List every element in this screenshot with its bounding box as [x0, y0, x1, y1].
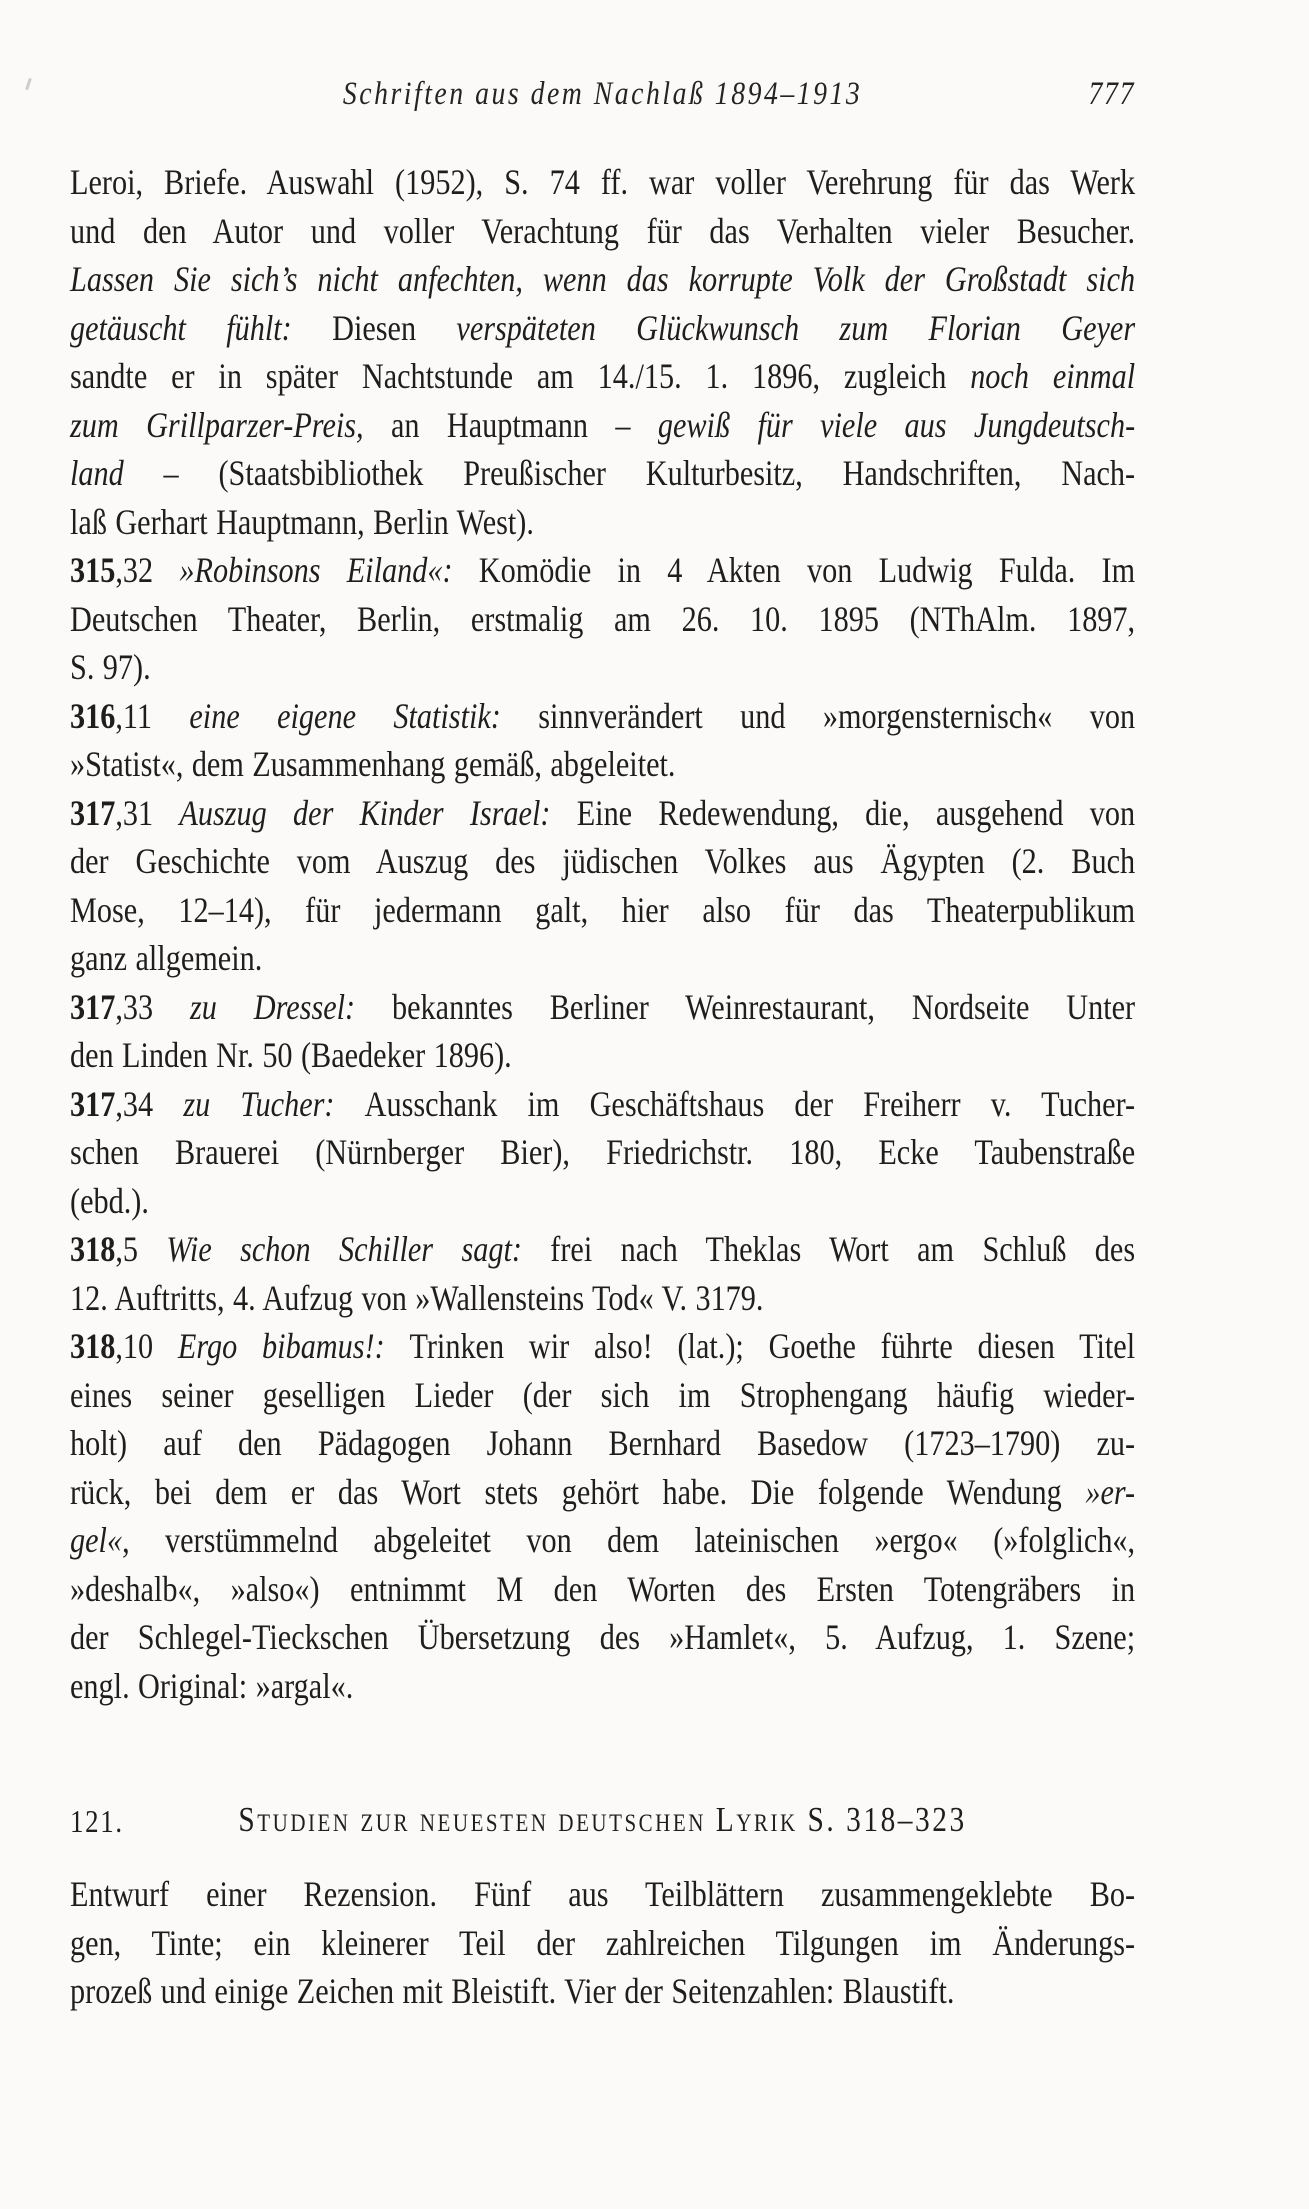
- text-line: [70, 1919, 1135, 1968]
- text-segment: eine eigene Statistik:: [189, 695, 539, 736]
- text-line: [70, 643, 1135, 692]
- text-segment: Ergo bibamus!:: [177, 1326, 410, 1366]
- text-line: [70, 207, 1135, 256]
- text-segment: »deshalb«, »also«) entnimmt M den Worten des Ersten Totengräbers in: [70, 1568, 1136, 1609]
- text-line: [70, 1031, 1135, 1080]
- text-segment: Trinken wir also! (lat.); Goethe führte diesen Titel: [409, 1326, 1136, 1366]
- text-line: [70, 789, 1135, 838]
- text-segment: S. 97).: [70, 647, 151, 687]
- text-segment: engl. Original: »argal«.: [70, 1665, 354, 1706]
- text-segment: 12. Auftritts, 4. Aufzug von »Wallensteins Tod« V. 3179.: [70, 1277, 764, 1318]
- text-segment: 318: [70, 1326, 116, 1366]
- text-line: [70, 1967, 1135, 2016]
- text-segment: Eine Redewendung, die, ausgehend von: [576, 792, 1136, 833]
- text-segment: Deutschen Theater, Berlin, erstmalig am 26. 10. 1895 (NThAlm. 1897,: [70, 598, 1136, 639]
- text-line: [70, 934, 1135, 983]
- text-line: [70, 401, 1135, 450]
- text-line: [70, 837, 1135, 886]
- text-segment: gewiß für viele aus Jungdeutsch-: [657, 404, 1136, 445]
- text-segment: »Statist«, dem Zusammenhang gemäß, abgeleitet.: [70, 744, 676, 784]
- page-number: 777: [1088, 76, 1136, 112]
- text-segment: zum Grillparzer-Preis,: [70, 404, 391, 445]
- text-segment: schen Brauerei (Nürnberger Bier), Friedrichstr. 180, Ecke Taubenstraße: [70, 1132, 1136, 1172]
- text-segment: land –: [70, 453, 219, 493]
- paragraph: [70, 546, 1135, 692]
- text-segment: Ausschank im Geschäftshaus der Freiherr v. Tucher-: [364, 1083, 1136, 1124]
- section-number: 121.: [70, 1803, 124, 1839]
- text-segment: gen, Tinte; ein kleinerer Teil der zahlreichen Tilgungen im Änderungs-: [70, 1922, 1136, 1963]
- text-segment: , verstümmelnd abgeleitet von dem lateinischen »ergo« (»folglich«,: [122, 1520, 1136, 1560]
- text-segment: 317: [70, 792, 116, 833]
- text-line: [70, 595, 1135, 644]
- text-line: [70, 1662, 1135, 1711]
- text-segment: holt) auf den Pädagogen Johann Bernhard Basedow (1723–1790) zu-: [70, 1423, 1136, 1463]
- text-segment: Auszug der Kinder Israel:: [179, 792, 577, 833]
- section-heading: [70, 1795, 1135, 1845]
- text-line: [70, 740, 1135, 789]
- paragraph: [70, 1225, 1135, 1322]
- text-line: [70, 304, 1135, 353]
- text-line: [70, 886, 1135, 935]
- text-segment: prozeß und einige Zeichen mit Bleistift. Vier der Seitenzahlen: Blaustift.: [70, 1971, 955, 2011]
- text-segment: »Robinsons Eiland«:: [179, 550, 479, 590]
- text-line: [70, 1322, 1135, 1371]
- text-line: [70, 1516, 1135, 1565]
- text-segment: 316: [70, 695, 116, 736]
- paragraph: [70, 1080, 1135, 1226]
- text-segment: ganz allgemein.: [70, 938, 263, 978]
- text-line: [70, 1565, 1135, 1614]
- text-segment: Lassen Sie sich’s nicht anfechten, wenn das korrupte Volk der Großstadt sich: [70, 259, 1136, 299]
- text-segment: laß Gerhart Hauptmann, Berlin West).: [70, 501, 534, 542]
- paragraph: [70, 158, 1135, 546]
- text-segment: frei nach Theklas Wort am Schluß des: [550, 1229, 1136, 1269]
- text-segment: und den Autor und voller Verachtung für das Verhalten vieler Besucher.: [70, 210, 1136, 251]
- text-line: [70, 1419, 1135, 1468]
- scan-artifact: [25, 78, 32, 90]
- text-segment: Komödie in 4 Akten von Ludwig Fulda. Im: [478, 550, 1136, 590]
- text-segment: bekanntes Berliner Weinrestaurant, Nordseite Unter: [391, 986, 1136, 1027]
- text-segment: 315: [70, 550, 116, 590]
- text-segment: Mose, 12–14), für jedermann galt, hier also für das Theaterpublikum: [70, 889, 1136, 930]
- text-line: [70, 983, 1135, 1032]
- paragraph: [70, 692, 1135, 789]
- text-segment: eines seiner geselligen Lieder (der sich im Strophengang häufig wieder-: [70, 1374, 1136, 1415]
- text-segment: getäuscht fühlt:: [70, 307, 333, 348]
- text-segment: noch einmal: [970, 356, 1136, 396]
- text-segment: Leroi, Briefe. Auswahl (1952), S. 74 ff. war voller Verehrung für das Werk: [70, 162, 1136, 202]
- text-segment: 317: [70, 986, 116, 1027]
- text-line: [70, 352, 1135, 401]
- body-paragraphs: [70, 158, 1135, 1710]
- text-segment: zu Tucher:: [183, 1083, 365, 1124]
- text-line: [70, 1870, 1135, 1919]
- text-line: [70, 692, 1135, 741]
- text-segment: ,31: [115, 792, 180, 833]
- text-segment: (ebd.).: [70, 1180, 149, 1221]
- text-segment: Entwurf einer Rezension. Fünf aus Teilblättern zusammengeklebte Bo-: [70, 1874, 1136, 1914]
- text-line: [70, 1177, 1135, 1226]
- text-segment: gel«: [70, 1520, 123, 1560]
- text-segment: 317: [70, 1083, 116, 1124]
- text-column: [70, 0, 1135, 2016]
- section-paragraphs: [70, 1870, 1135, 2016]
- text-line: [70, 449, 1135, 498]
- text-line: [70, 1274, 1135, 1323]
- text-segment: sinnverändert und »morgensternisch« von: [538, 695, 1136, 736]
- text-segment: 318: [70, 1229, 116, 1269]
- text-line: [70, 498, 1135, 547]
- text-segment: »er-: [1085, 1471, 1136, 1512]
- text-line: [70, 1128, 1135, 1177]
- text-segment: Wie schon Schiller sagt:: [166, 1229, 551, 1269]
- header-title: Schriften aus dem Nachlaß 1894–1913: [342, 76, 863, 112]
- text-line: [70, 1080, 1135, 1129]
- running-header: [70, 72, 1135, 116]
- text-segment: verspäteten Glückwunsch zum Florian Geyer: [456, 307, 1136, 348]
- text-segment: zu Dressel:: [190, 986, 392, 1027]
- text-segment: der Schlegel-Tieckschen Übersetzung des »Hamlet«, 5. Aufzug, 1. Szene;: [70, 1617, 1136, 1657]
- text-line: [70, 1371, 1135, 1420]
- paragraph: [70, 983, 1135, 1080]
- text-segment: den Linden Nr. 50 (Baedeker 1896).: [70, 1035, 512, 1075]
- text-line: [70, 255, 1135, 304]
- text-line: [70, 1225, 1135, 1274]
- text-segment: ,5: [115, 1229, 167, 1269]
- text-segment: ,32: [115, 550, 180, 590]
- text-segment: rück, bei dem er das Wort stets gehört habe. Die folgende Wendung: [70, 1471, 1086, 1512]
- paragraph: [70, 1870, 1135, 2016]
- paragraph: [70, 1322, 1135, 1710]
- text-line: [70, 1468, 1135, 1517]
- text-line: [70, 1613, 1135, 1662]
- text-segment: ,33: [115, 986, 191, 1027]
- paragraph: [70, 789, 1135, 983]
- text-line: [70, 158, 1135, 207]
- text-segment: ,11: [115, 695, 190, 736]
- text-segment: ,34: [115, 1083, 184, 1124]
- section-title: Studien zur neuesten deutschen Lyrik S. 318–323: [238, 1800, 967, 1839]
- text-segment: (Staatsbibliothek Preußischer Kulturbesitz, Handschriften, Nach-: [218, 453, 1136, 493]
- text-segment: der Geschichte vom Auszug des jüdischen Volkes aus Ägypten (2. Buch: [70, 841, 1136, 881]
- text-segment: an Hauptmann –: [390, 404, 658, 445]
- text-segment: Diesen: [332, 307, 457, 348]
- text-line: [70, 546, 1135, 595]
- text-segment: sandte er in später Nachtstunde am 14./15. 1. 1896, zugleich: [70, 356, 971, 396]
- text-segment: ,10: [115, 1326, 178, 1366]
